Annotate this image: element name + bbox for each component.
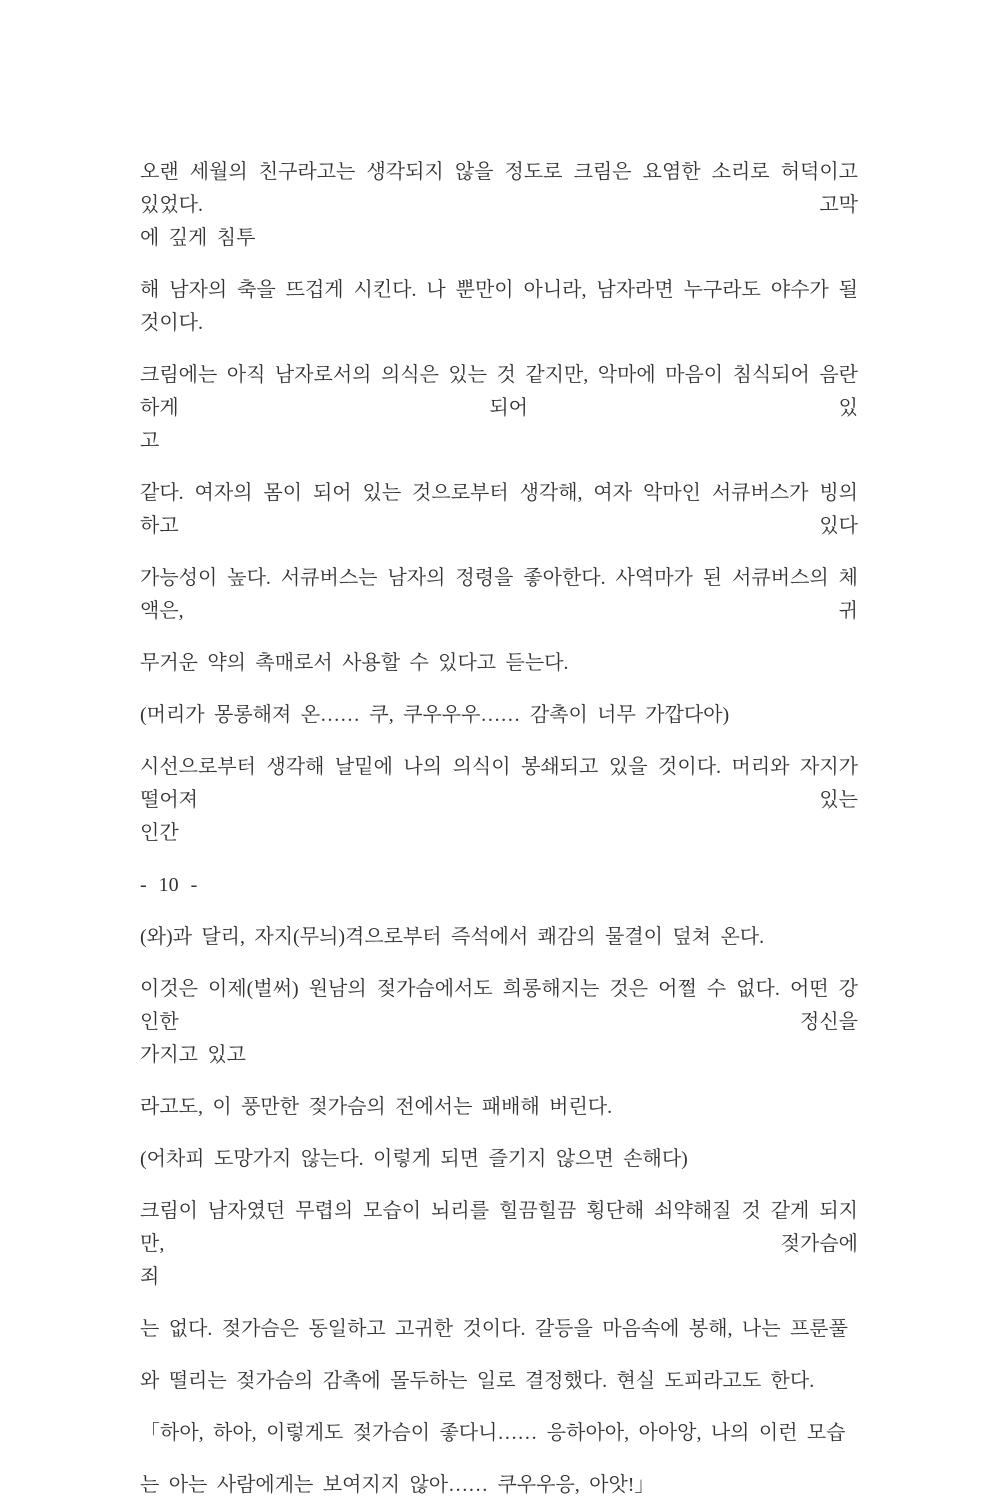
- text-line: 는 아는 사람에게는 보여지지 않아…… 쿠우우응, 아앗!」: [140, 1474, 655, 1496]
- text-line: 는 없다. 젖가슴은 동일하고 고귀한 것이다. 갈등을 마음속에 봉해, 나는 프룬풀: [140, 1318, 848, 1340]
- paragraph: [140, 359, 858, 458]
- text-line: (머리가 몽롱해져 온…… 쿠, 쿠우우우…… 감촉이 너무 가깝다아): [140, 704, 730, 726]
- text-line: 인간: [140, 822, 179, 844]
- paragraph: [140, 1143, 858, 1176]
- text-line: 가능성이 높다. 서큐버스는 남자의 정령을 좋아한다. 사역마가 된 서큐버스의 체액은, 귀: [140, 567, 858, 622]
- paragraph: [140, 1417, 858, 1450]
- text-line: 무거운 약의 촉매로서 사용할 수 있다고 듣는다.: [140, 652, 569, 674]
- text-line: 크림에는 아직 남자로서의 의식은 있는 것 같지만, 악마에 마음이 침식되어 음란하게 되어 있: [140, 364, 858, 419]
- text-line: 해 남자의 축을 뜨겁게 시킨다. 나 뿐만이 아니라, 남자라면 누구라도 야수가 될 것이다.: [140, 279, 858, 334]
- paragraph: [140, 274, 858, 340]
- text-line: 시선으로부터 생각해 날밑에 나의 의식이 봉쇄되고 있을 것이다. 머리와 자지가 떨어져 있는: [140, 756, 858, 811]
- text-line: 이것은 이제(벌써) 원남의 젖가슴에서도 희롱해지는 것은 어쩔 수 없다. 어떤 강인한 정신을: [140, 978, 858, 1033]
- page-number: - 10 -: [140, 874, 198, 896]
- text-line: 오랜 세월의 친구라고는 생각되지 않을 정도로 크림은 요염한 소리로 허덕이고 있었다. 고막: [140, 161, 858, 216]
- paragraph: [140, 921, 858, 954]
- text-line: 가지고 있고: [140, 1044, 246, 1066]
- paragraph: [140, 477, 858, 543]
- paragraph: [140, 156, 858, 255]
- paragraph: [140, 647, 858, 680]
- text-line: 「하아, 하아, 이렇게도 젖가슴이 좋다니…… 응하아아, 아아앙, 나의 이런 모습: [140, 1422, 846, 1444]
- paragraph: [140, 1313, 858, 1346]
- paragraph: [140, 562, 858, 628]
- paragraph: [140, 1195, 858, 1294]
- text-line: 같다. 여자의 몸이 되어 있는 것으로부터 생각해, 여자 악마인 서큐버스가 빙의 하고 있다: [140, 482, 858, 537]
- paragraph: [140, 973, 858, 1072]
- text-line: 라고도, 이 풍만한 젖가슴의 전에서는 패배해 버린다.: [140, 1096, 613, 1118]
- text-line: (와)과 달리, 자지(무늬)격으로부터 즉석에서 쾌감의 물결이 덮쳐 온다.: [140, 926, 765, 948]
- text-line: 크림이 남자였던 무렵의 모습이 뇌리를 힐끔힐끔 횡단해 쇠약해질 것 같게 되지만, 젖가슴에: [140, 1200, 858, 1255]
- paragraph: [140, 1365, 858, 1398]
- paragraph: [140, 751, 858, 850]
- text-line: (어차피 도망가지 않는다. 이렇게 되면 즐기지 않으면 손해다): [140, 1148, 688, 1170]
- paragraph: [140, 1091, 858, 1124]
- text-line: 죄: [140, 1266, 160, 1288]
- text-line: 와 떨리는 젖가슴의 감촉에 몰두하는 일로 결정했다. 현실 도피라고도 한다.: [140, 1370, 815, 1392]
- text-line: 고: [140, 430, 160, 452]
- paragraph: [140, 1469, 858, 1502]
- paragraph: [140, 699, 858, 732]
- text-line: 에 깊게 침투: [140, 227, 256, 249]
